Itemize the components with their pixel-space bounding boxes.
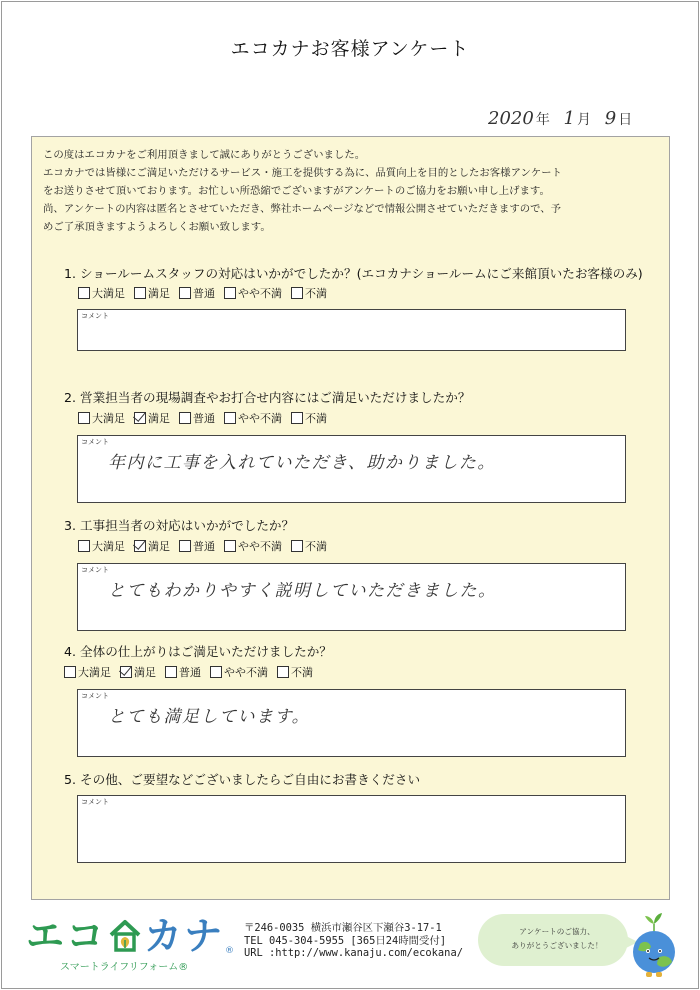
option-5[interactable] (277, 664, 313, 680)
option-4[interactable] (224, 538, 282, 554)
survey-date (488, 108, 688, 129)
question-2-options (78, 410, 336, 426)
checkbox-checked[interactable] (134, 540, 146, 552)
checkbox[interactable] (78, 287, 90, 299)
website-url[interactable]: URL :http://www.kanaju.com/ecokana/ (244, 947, 463, 959)
date-month: 1 (563, 108, 575, 129)
checkbox[interactable] (165, 666, 177, 678)
checkbox[interactable] (210, 666, 222, 678)
option-4[interactable] (210, 664, 268, 680)
option-label: 不満 (305, 412, 327, 425)
question-2-title: 2. 営業担当者の現場調査やお打合せ内容にはご満足いただけましたか？ (64, 390, 471, 405)
question-1-title: 1. ショールームスタッフの対応はいかがでしたか？(エコカナショールームにご来館頂いたお客様のみ) (64, 266, 643, 281)
option-label: 不満 (305, 540, 327, 553)
question-3-comment-box[interactable] (77, 563, 626, 631)
checkbox[interactable] (224, 412, 236, 424)
question-4-options (64, 664, 322, 680)
question-5-comment-box[interactable] (77, 795, 626, 863)
option-1[interactable] (78, 285, 125, 301)
option-2[interactable] (134, 410, 170, 426)
checkbox-checked[interactable] (120, 666, 132, 678)
date-year-unit: 年 (535, 112, 550, 128)
option-5[interactable] (291, 538, 327, 554)
question-2-comment-text: 年内に工事を入れていただき、助かりました。 (108, 453, 496, 473)
logo-text-kana: カナ (144, 914, 225, 958)
option-label: やや不満 (224, 666, 268, 679)
option-label: 大満足 (78, 666, 111, 679)
checkbox[interactable] (179, 412, 191, 424)
option-3[interactable] (179, 285, 215, 301)
checkbox-checked[interactable] (134, 412, 146, 424)
date-day: 9 (604, 108, 617, 129)
checkbox[interactable] (78, 540, 90, 552)
option-3[interactable] (165, 664, 201, 680)
option-1[interactable] (78, 538, 125, 554)
question-1-options (78, 285, 336, 301)
intro-text (43, 146, 663, 236)
intro-line: 尚、アンケートの内容は匿名とさせていただき、弊社ホームページなどで情報公開させていただきますので、予 (43, 203, 562, 215)
intro-line: この度はエコカナをご利用頂きまして誠にありがとうございました。 (43, 149, 366, 161)
phone-number: TEL 045-304-5955 [365日24時間受付] (244, 934, 447, 947)
option-label: やや不満 (238, 287, 282, 300)
intro-line: めご了承頂きますようよろしくお願い致します。 (43, 221, 271, 233)
comment-label: コメント (81, 438, 109, 446)
survey-panel (31, 136, 670, 900)
option-1[interactable] (78, 410, 125, 426)
question-3-options (78, 538, 336, 554)
option-2[interactable] (134, 538, 170, 554)
ecokana-logo (26, 916, 234, 956)
date-year: 2020 (488, 108, 534, 129)
earth-mascot-icon (624, 910, 684, 980)
option-label: 大満足 (92, 412, 125, 425)
thank-you-bubble (478, 914, 628, 966)
intro-line: をお送りさせて頂いております。お忙しい所恐縮でございますがアンケートのご協力をお願い申し上げます。 (43, 185, 550, 197)
option-label: 普通 (193, 540, 215, 553)
option-label: 満足 (148, 412, 170, 425)
postal-address: 〒246-0035 横浜市瀬谷区下瀬谷3-17-1 (244, 922, 442, 934)
question-5-title: 5. その他、ご要望などございましたらご自由にお書きください (64, 772, 421, 787)
comment-label: コメント (81, 312, 109, 320)
option-3[interactable] (179, 538, 215, 554)
option-2[interactable] (120, 664, 156, 680)
date-month-unit: 月 (577, 112, 591, 128)
option-label: 満足 (148, 287, 170, 300)
checkbox[interactable] (134, 287, 146, 299)
option-4[interactable] (224, 410, 282, 426)
option-label: 不満 (305, 287, 327, 300)
intro-line: エコカナでは皆様にご満足いただけるサービス・施工を提供する為に、品質向上を目的としたお客様アンケート (43, 167, 562, 179)
thank-you-line: アンケートのご協力、 (519, 927, 595, 936)
option-label: 大満足 (92, 540, 125, 553)
option-label: やや不満 (238, 412, 282, 425)
option-label: 不満 (291, 666, 313, 679)
option-label: 普通 (193, 287, 215, 300)
contact-info (244, 922, 463, 960)
question-3-comment-text: とてもわかりやすく説明していただきました。 (108, 581, 497, 601)
question-1-comment-box[interactable] (77, 309, 626, 351)
comment-label: コメント (81, 566, 109, 574)
option-label: 満足 (134, 666, 156, 679)
option-label: やや不満 (238, 540, 282, 553)
date-day-unit: 日 (618, 112, 633, 128)
option-4[interactable] (224, 285, 282, 301)
question-3-title: 3. 工事担当者の対応はいかがでしたか？ (64, 518, 295, 533)
checkbox[interactable] (291, 287, 303, 299)
option-3[interactable] (179, 410, 215, 426)
house-leaf-icon (108, 918, 142, 954)
comment-label: コメント (81, 798, 109, 806)
option-5[interactable] (291, 410, 327, 426)
logo-registered-mark: ® (225, 946, 235, 956)
comment-label: コメント (81, 692, 109, 700)
option-label: 普通 (179, 666, 201, 679)
checkbox[interactable] (291, 412, 303, 424)
option-label: 大満足 (92, 287, 125, 300)
checkbox[interactable] (64, 666, 76, 678)
footer (0, 900, 700, 988)
logo-text-eco: エコ (26, 914, 107, 958)
checkbox[interactable] (224, 287, 236, 299)
option-label: 普通 (193, 412, 215, 425)
question-4-title: 4. 全体の仕上がりはご満足いただけましたか？ (64, 644, 332, 659)
logo-tagline: スマートライフリフォーム® (60, 962, 189, 973)
question-4-comment-text: とても満足しています。 (108, 707, 311, 727)
option-1[interactable] (64, 664, 111, 680)
thank-you-line: ありがとうございました！ (511, 941, 603, 950)
question-4-comment-box[interactable] (77, 689, 626, 757)
checkbox[interactable] (224, 540, 236, 552)
checkbox[interactable] (78, 412, 90, 424)
checkbox[interactable] (291, 540, 303, 552)
option-5[interactable] (291, 285, 327, 301)
thank-you-text (492, 925, 622, 953)
checkbox[interactable] (179, 287, 191, 299)
option-label: 満足 (148, 540, 170, 553)
page-title: エコカナお客様アンケート (230, 38, 470, 60)
option-2[interactable] (134, 285, 170, 301)
checkbox[interactable] (179, 540, 191, 552)
checkbox[interactable] (277, 666, 289, 678)
question-2-comment-box[interactable] (77, 435, 626, 503)
